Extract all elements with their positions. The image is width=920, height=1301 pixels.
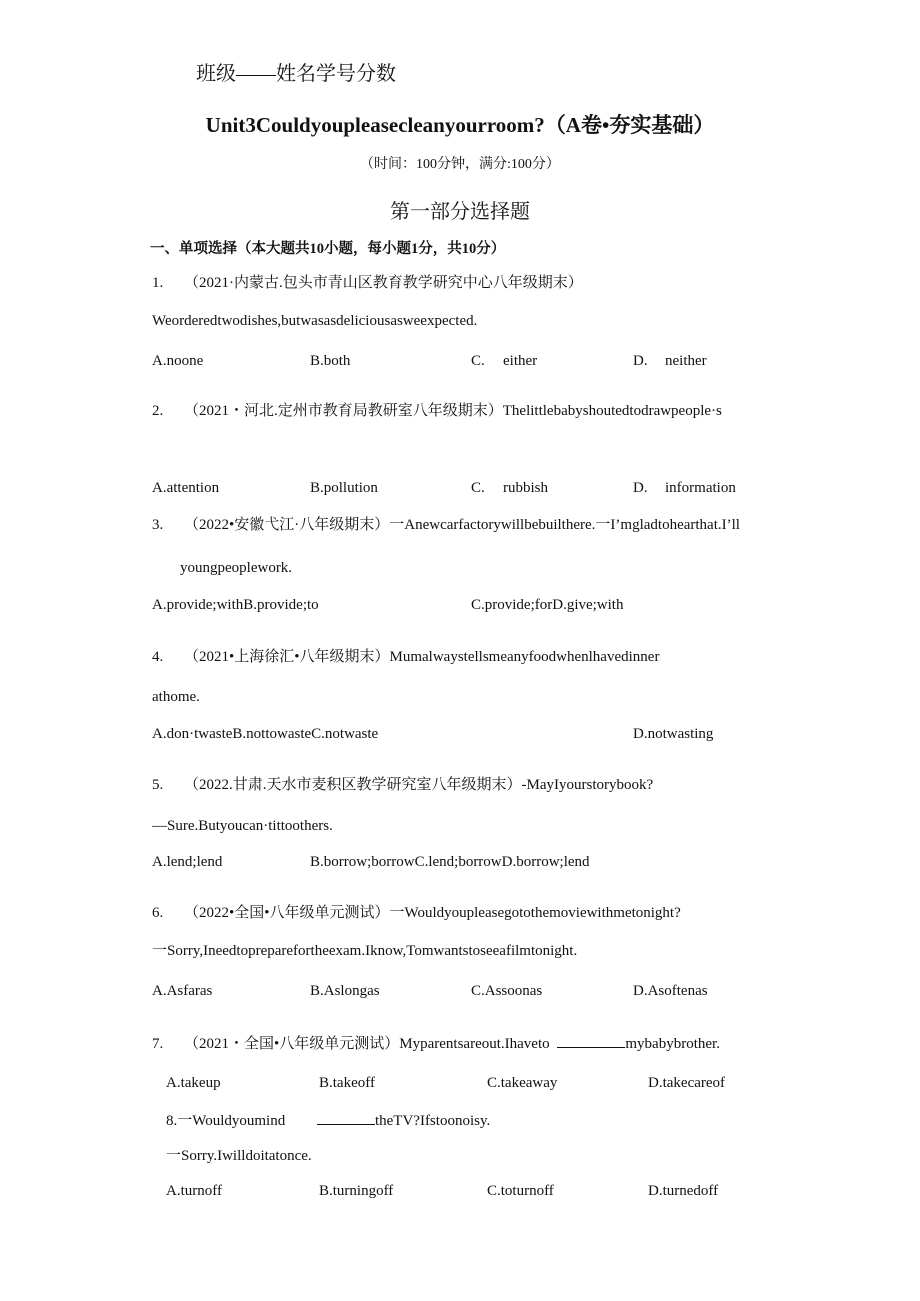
option-c[interactable]: C.Assoonas bbox=[471, 983, 543, 999]
question-number: 3. bbox=[152, 517, 164, 533]
question-stem: 8.一Wouldyoumind bbox=[166, 1113, 286, 1129]
section-title: 第一部分选择题 bbox=[390, 201, 530, 223]
question-stem-after: mybabybrother. bbox=[625, 1036, 720, 1052]
question-5 bbox=[152, 775, 653, 795]
option-a[interactable]: A.noone bbox=[152, 353, 204, 369]
option-c[interactable]: C.toturnoff bbox=[487, 1183, 554, 1199]
question-stem: 一Wouldyoupleasegotothemoviewithmetonight? bbox=[389, 905, 681, 921]
option-c[interactable]: C.takeaway bbox=[487, 1075, 558, 1091]
answer-blank[interactable] bbox=[557, 1033, 625, 1048]
question-3 bbox=[152, 515, 740, 535]
question-number: 7. bbox=[152, 1036, 164, 1052]
option-a[interactable]: A.Asfaras bbox=[152, 983, 213, 999]
question-stem-after: theTV?Ifstoonoisy. bbox=[374, 1113, 491, 1129]
question-source: （2021•上海徐汇•八年级期末） bbox=[184, 649, 390, 665]
question-stem: Mumalwaystellsmeanyfoodwhenlhavedinner bbox=[389, 649, 660, 665]
question-source: （2021·内蒙古.包头市青山区教育教学研究中心八年级期末） bbox=[184, 275, 583, 291]
option-a[interactable]: A.lend;lend bbox=[152, 854, 223, 870]
option-b[interactable]: B.takeoff bbox=[319, 1075, 375, 1091]
question-stem-continued: 一Sorry,Ineedtopreparefortheexam.Iknow,Tomwantstoseeafilmtonight. bbox=[152, 943, 578, 959]
question-stem: -MayIyourstorybook? bbox=[521, 777, 654, 793]
option-c-label[interactable]: C. bbox=[471, 353, 485, 369]
option-d-label[interactable]: D. bbox=[633, 353, 648, 369]
question-4 bbox=[152, 647, 659, 667]
question-stem: Weorderedtwodishes,butwasasdeliciousasweexpected. bbox=[152, 313, 478, 329]
question-number: 2. bbox=[152, 403, 164, 419]
question-source: （2022•全国•八年级单元测试） bbox=[184, 905, 390, 921]
header-line: 班级——姓名学号分数 bbox=[196, 63, 396, 85]
option-d[interactable]: D.Asoftenas bbox=[633, 983, 708, 999]
option-a[interactable]: A.takeup bbox=[166, 1075, 221, 1091]
question-source: （2022•安徽弋江·八年级期末） bbox=[184, 517, 390, 533]
option-c[interactable]: rubbish bbox=[503, 480, 548, 496]
option-a-b[interactable]: A.provide;withB.provide;to bbox=[152, 597, 319, 613]
time-info: （时间：100分钟，满分:100分） bbox=[360, 157, 560, 172]
option-b[interactable]: B.both bbox=[310, 353, 351, 369]
question-6 bbox=[152, 903, 681, 923]
option-d[interactable]: information bbox=[665, 480, 736, 496]
option-b[interactable]: B.pollution bbox=[310, 480, 378, 496]
option-b[interactable]: B.turningoff bbox=[319, 1183, 394, 1199]
option-c[interactable]: either bbox=[503, 353, 538, 369]
option-d[interactable]: D.notwasting bbox=[633, 726, 714, 742]
option-c-label[interactable]: C. bbox=[471, 480, 485, 496]
option-a[interactable]: A.turnoff bbox=[166, 1183, 222, 1199]
option-a-b-c[interactable]: A.don·twasteB.nottowasteC.notwaste bbox=[152, 726, 379, 742]
question-stem: 一Anewcarfactorywillbebuilthere.一I’mgladtohearthat.I’ll bbox=[389, 517, 740, 533]
question-stem-continued: youngpeoplework. bbox=[180, 560, 293, 576]
question-stem: Thelittlebabyshoutedtodrawpeople·s bbox=[502, 403, 722, 419]
question-number: 4. bbox=[152, 649, 164, 665]
option-b-c-d[interactable]: B.borrow;borrowC.lend;borrowD.borrow;lend bbox=[310, 854, 590, 870]
option-d[interactable]: neither bbox=[665, 353, 707, 369]
question-8 bbox=[166, 1110, 490, 1131]
question-stem-continued: —Sure.Butyoucan·tittoothers. bbox=[152, 818, 333, 834]
answer-blank[interactable] bbox=[317, 1110, 375, 1125]
option-d-label[interactable]: D. bbox=[633, 480, 648, 496]
question-stem-continued: 一Sorry.Iwilldoitatonce. bbox=[166, 1148, 312, 1164]
question-source: （2021・河北.定州市教育局教研室八年级期末） bbox=[184, 403, 503, 419]
option-b[interactable]: B.Aslongas bbox=[310, 983, 380, 999]
option-a[interactable]: A.attention bbox=[152, 480, 220, 496]
question-number: 6. bbox=[152, 905, 164, 921]
page-title: Unit3Couldyoupleasecleanyourroom?（A卷•夯实基础） bbox=[205, 113, 715, 137]
question-source: （2021・全国•八年级单元测试） bbox=[184, 1036, 400, 1052]
option-c-d[interactable]: C.provide;forD.give;with bbox=[471, 597, 624, 613]
question-number: 1. bbox=[152, 275, 164, 291]
question-7 bbox=[152, 1033, 720, 1054]
part-heading: 一、单项选择（本大题共10小题，每小题1分，共10分） bbox=[150, 241, 506, 257]
question-number: 5. bbox=[152, 777, 164, 793]
question-2 bbox=[152, 401, 722, 421]
option-d[interactable]: D.takecareof bbox=[648, 1075, 726, 1091]
question-stem: Myparentsareout.Ihaveto bbox=[399, 1036, 550, 1052]
option-d[interactable]: D.turnedoff bbox=[648, 1183, 719, 1199]
question-1 bbox=[152, 273, 583, 293]
question-stem-continued: athome. bbox=[152, 689, 200, 705]
question-source: （2022.甘肃.天水市麦积区教学研究室八年级期末） bbox=[184, 777, 522, 793]
